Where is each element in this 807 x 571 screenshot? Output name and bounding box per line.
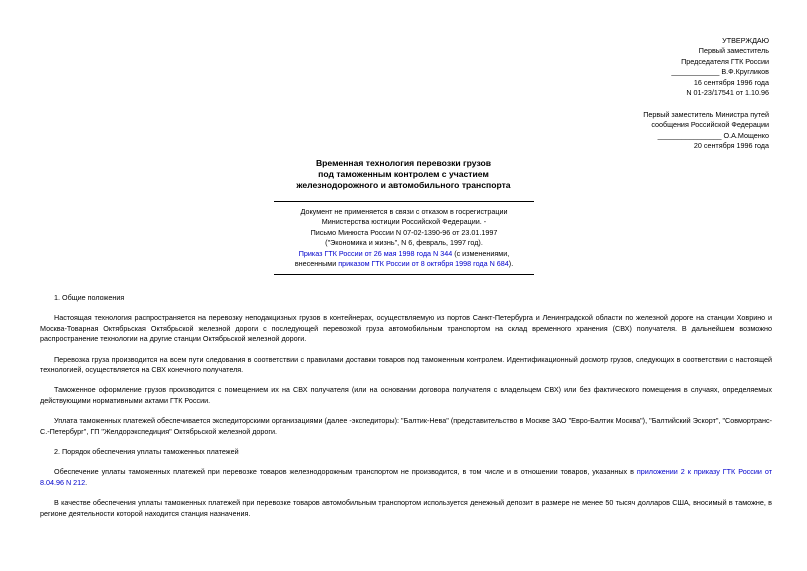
- approval-line: Председателя ГТК России: [681, 56, 769, 66]
- order-684-link[interactable]: приказом ГТК России от 8 октября 1998 года N 684: [338, 259, 509, 269]
- note-line: Документ не применяется в связи с отказом в госрегистрации: [300, 207, 508, 216]
- approval-block-customs: [529, 36, 769, 98]
- document-title: [0, 158, 807, 191]
- order-344-link[interactable]: Приказ ГТК России от 26 мая 1998 года N 344: [298, 248, 453, 258]
- paragraph: Настоящая технология распространяется на перевозку неподакцизных грузов в контейнерах, осуществляемую из портов Санкт-Петербурга и Ленинградской области по железной дороге на станции Ховрино и Москва-Товарная Октябрьская Октябрьской железной дороги с последующей перевозкой груза автомобильным транспортом на склад временного хранения (СВХ) получателя. В дальнейшем возможно распространение технологии на другие станции Октябрьской железной дороги.: [40, 313, 772, 344]
- note-line: Письмо Минюста России N 07-02-1390-96 от 23.01.1997: [310, 227, 498, 237]
- approval-line: УТВЕРЖДАЮ: [722, 36, 769, 45]
- order-212-annex-link[interactable]: приложении 2 к приказу ГТК России от 8.04.96 N 212: [40, 467, 773, 487]
- note-line: [274, 259, 534, 269]
- paragraph-text: Обеспечение уплаты таможенных платежей при перевозке товаров железнодорожным транспортом не производится, в том числе и в отношении товаров, указанных в: [54, 467, 637, 477]
- approval-line: 20 сентября 1996 года: [693, 141, 769, 151]
- note-text: ).: [508, 259, 514, 269]
- note-text: (с изменениями,: [452, 248, 510, 258]
- note-line: [274, 249, 534, 259]
- approval-line: Первый заместитель: [698, 46, 769, 56]
- document-body: [40, 293, 772, 519]
- paragraph: [40, 467, 772, 488]
- approval-line: N 01-23/17541 от 1.10.96: [686, 88, 769, 98]
- note-line: ("Экономика и жизнь", N 6, февраль, 1997 год).: [325, 238, 483, 248]
- section-heading-1: 1. Общие положения: [54, 293, 125, 302]
- approval-line: Первый заместитель Министра путей: [643, 110, 769, 119]
- status-note: [274, 201, 534, 275]
- approval-line: ____________ В.Ф.Кругликов: [671, 67, 769, 77]
- title-line: железнодорожного и автомобильного транспорта: [296, 180, 511, 190]
- approval-line: ________________ О.А.Мощенко: [657, 130, 769, 140]
- paragraph-text: .: [85, 477, 88, 487]
- section-heading-2: 2. Порядок обеспечения уплаты таможенных платежей: [54, 447, 239, 457]
- note-text: внесенными: [294, 259, 339, 269]
- approval-line: 16 сентября 1996 года: [693, 77, 769, 87]
- paragraph: Перевозка груза производится на всем пути следования в соответствии с правилами доставки товаров под таможенным контролем. Идентификационный досмотр грузов, следующих в соответствии с настоящей технологией, осуществляется на СВХ конечного получателя.: [40, 354, 772, 375]
- paragraph: Уплата таможенных платежей обеспечивается экспедиторскими организациями (далее -экспедиторы): "Балтик-Нева" (представительство в Москве ЗАО "Евро-Балтик Москва"), "Балтийский Эскорт", "Совмортранс-С.-Петербург", ГП "Желдорэкспедиция" Октябрьской железной дороги.: [40, 416, 772, 436]
- note-line: Министерства юстиции Российской Федерации. -: [321, 217, 487, 227]
- approval-block-railways: [529, 110, 769, 152]
- approval-line: сообщения Российской Федерации: [651, 120, 769, 130]
- paragraph: В качестве обеспечения уплаты таможенных платежей при перевозке товаров автомобильным транспортом используется денежный депозит в размере не менее 50 тысяч долларов США, вносимый в таможне, в регионе деятельности которой находится станция назначения.: [40, 498, 772, 518]
- title-line: Временная технология перевозки грузов: [315, 158, 492, 168]
- paragraph: Таможенное оформление грузов производится с помещением их на СВХ получателя (или на основании договора получателя с владельцем СВХ) или без фактического помещения в случаях, определяемых действующими нормативными актами ГТК России.: [40, 385, 772, 405]
- title-line: под таможенным контролем с участием: [318, 169, 489, 179]
